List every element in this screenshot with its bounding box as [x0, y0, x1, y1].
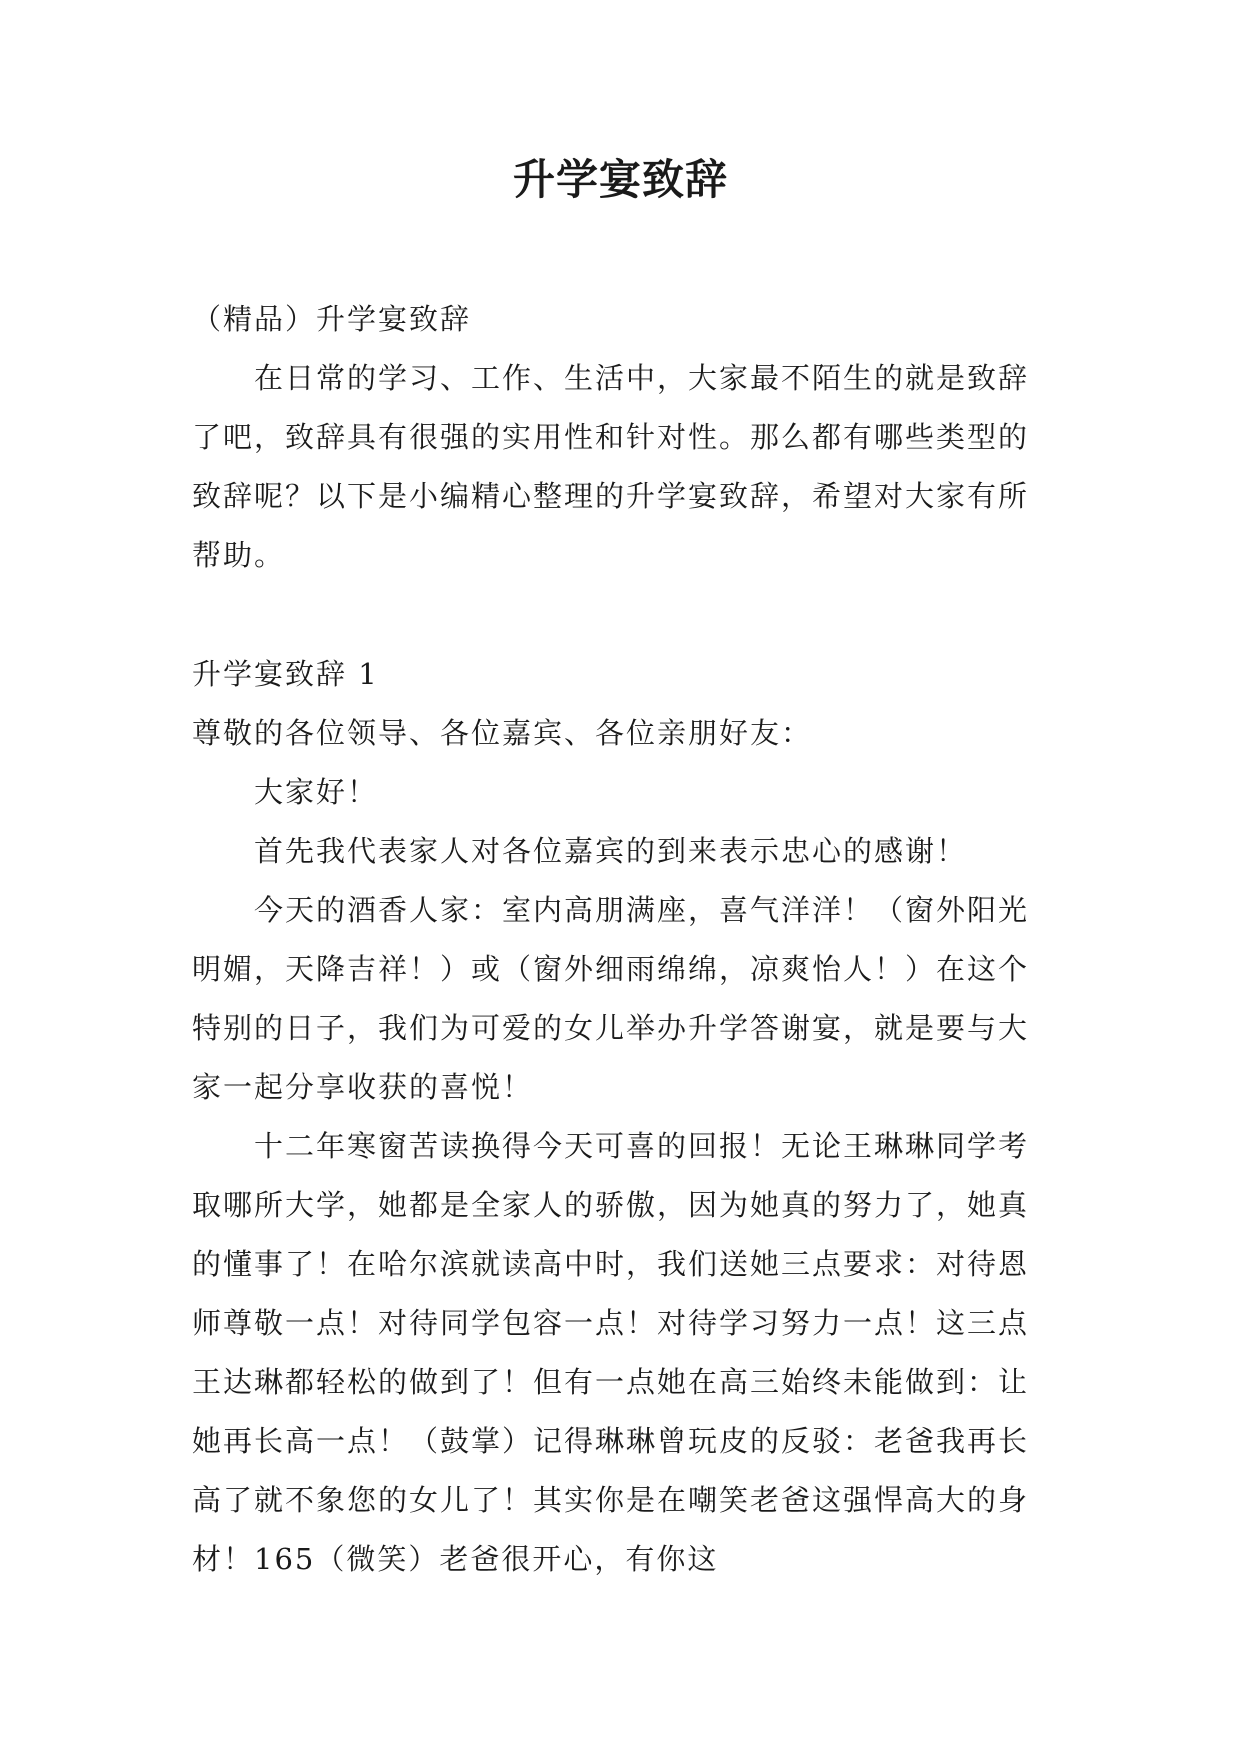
- document-subtitle: （精品）升学宴致辞: [192, 302, 472, 336]
- paragraph-story: 十二年寒窗苦读换得今天可喜的回报！无论王琳琳同学考取哪所大学，她都是全家人的骄傲，因为她真的努力了，她真的懂事了！在哈尔滨就读高中时，我们送她三点要求：对待恩师尊敬一点！对待同学包容一点！对待学习努力一点！这三点王达琳都轻松的做到了！但有一点她在高三始终未能做到：让她再长高一点！（鼓掌）记得琳琳曾玩皮的反驳：老爸我再长高了就不象您的女儿了！其实你是在嘲笑老爸这强悍高大的身材！165（微笑）老爸很开心，有你这: [192, 1129, 1030, 1576]
- paragraph-greeting: 大家好！: [254, 775, 379, 809]
- document-body: [192, 290, 1058, 1589]
- paragraph-thanks: 首先我代表家人对各位嘉宾的到来表示忠心的感谢！: [254, 834, 968, 868]
- document-title: 升学宴致辞: [512, 155, 728, 204]
- intro-paragraph: 在日常的学习、工作、生活中，大家最不陌生的就是致辞了吧，致辞具有很强的实用性和针对性。那么都有哪些类型的致辞呢？以下是小编精心整理的升学宴致辞，希望对大家有所帮助。: [192, 361, 1030, 572]
- paragraph-occasion: 今天的酒香人家：室内高朋满座，喜气洋洋！（窗外阳光明媚，天降吉祥！）或（窗外细雨绵绵，凉爽怡人！）在这个特别的日子，我们为可爱的女儿举办升学答谢宴，就是要与大家一起分享收获的喜悦！: [192, 893, 1030, 1104]
- section-heading: 升学宴致辞 1: [192, 657, 379, 691]
- salutation: 尊敬的各位领导、各位嘉宾、各位亲朋好友：: [192, 716, 813, 750]
